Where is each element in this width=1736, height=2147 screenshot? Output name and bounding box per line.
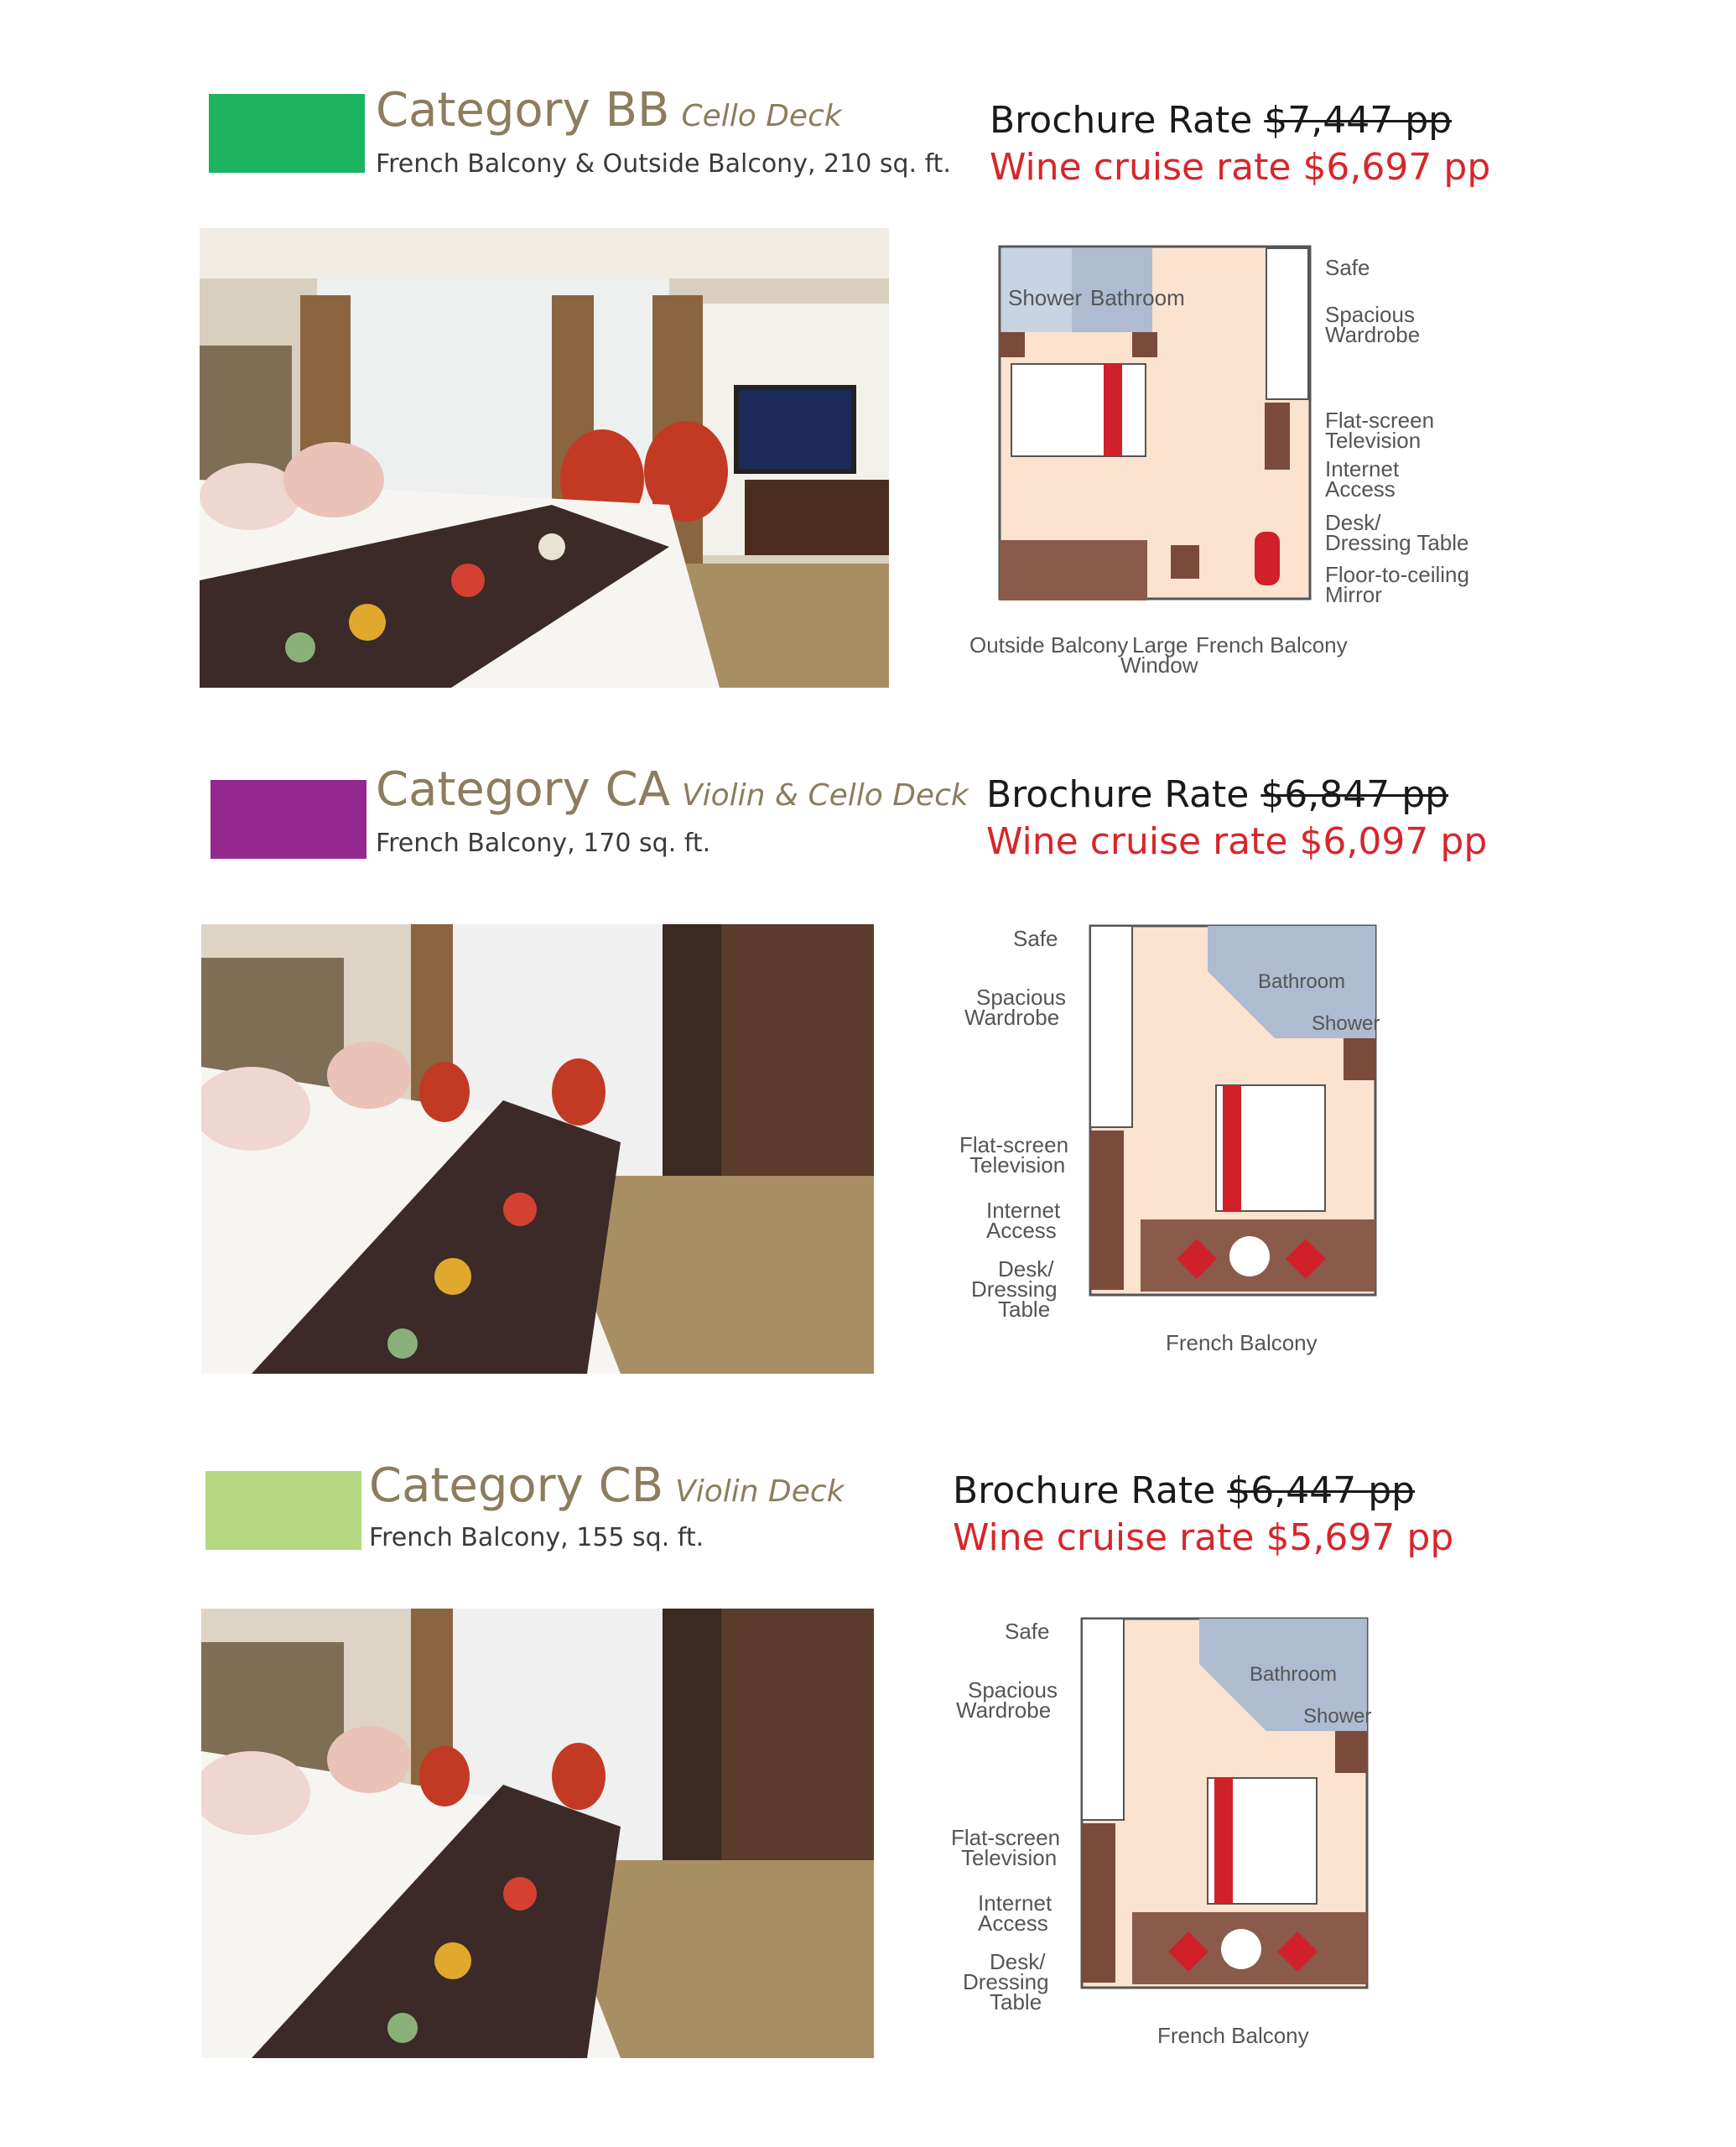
window-label-1: Large <box>1132 632 1188 658</box>
internet-label-1: Internet <box>978 1890 1053 1916</box>
wardrobe-label-1: Spacious <box>968 1677 1058 1703</box>
tv-label-1: Flat-screen <box>1325 408 1435 433</box>
wardrobe-label-2: Wardrobe <box>964 1005 1060 1030</box>
wardrobe-label-1: Spacious <box>976 985 1066 1010</box>
category-features: French Balcony, 155 sq. ft. <box>369 1523 704 1552</box>
desk-label-2: Dressing <box>963 1969 1049 1994</box>
deck-name: Violin Deck <box>675 1474 845 1509</box>
wine-cruise-rate: Wine cruise rate $6,097 pp <box>986 820 1488 863</box>
category-name: Category BB <box>376 83 670 138</box>
tv-label-2: Television <box>961 1845 1058 1870</box>
category-features: French Balcony & Outside Balcony, 210 sq. ft. <box>376 149 951 179</box>
tv-label-1: Flat-screen <box>951 1825 1061 1850</box>
wardrobe-label-2: Wardrobe <box>1325 322 1421 347</box>
internet-label-2: Access <box>978 1910 1048 1936</box>
brochure-price: $6,447 pp <box>1227 1469 1416 1512</box>
desk-label-1: Desk/ <box>998 1256 1054 1281</box>
safe-label: Safe <box>1005 1619 1050 1644</box>
deck-name: Cello Deck <box>681 99 842 133</box>
french-balcony-label: French Balcony <box>1157 2023 1309 2048</box>
safe-label: Safe <box>1325 255 1370 280</box>
brochure-rate <box>953 1469 1415 1512</box>
category-name: Category CA <box>376 762 671 817</box>
internet-label-2: Access <box>1325 476 1396 502</box>
tv-label-2: Television <box>969 1152 1066 1177</box>
window-label-2: Window <box>1120 652 1198 678</box>
french-balcony-label: French Balcony <box>1166 1330 1318 1355</box>
desk-label-1: Desk/ <box>990 1949 1046 1974</box>
desk-label-1: Desk/ <box>1325 510 1381 535</box>
safe-label: Safe <box>1013 926 1058 951</box>
category-color-swatch <box>205 1471 361 1550</box>
wine-cruise-rate: Wine cruise rate $6,697 pp <box>990 146 1491 189</box>
bathroom-label: Bathroom <box>1250 1663 1338 1686</box>
outside-balcony-label: Outside Balcony <box>969 632 1129 658</box>
bathroom-label: Bathroom <box>1090 285 1185 310</box>
desk-label-3: Table <box>998 1297 1051 1322</box>
brochure-label: Brochure Rate <box>953 1469 1216 1512</box>
floor-plan <box>948 1614 1384 2066</box>
internet-label-1: Internet <box>986 1198 1061 1223</box>
wardrobe-label-2: Wardrobe <box>956 1697 1052 1723</box>
category-title <box>369 1458 845 1513</box>
category-name: Category CB <box>369 1458 664 1513</box>
internet-label-1: Internet <box>1325 456 1400 481</box>
french-balcony-label: French Balcony <box>1196 632 1348 658</box>
mirror-label-2: Mirror <box>1325 582 1382 607</box>
wine-cruise-rate: Wine cruise rate $5,697 pp <box>953 1516 1454 1559</box>
mirror-label-1: Floor-to-ceiling <box>1325 562 1469 587</box>
bathroom-label: Bathroom <box>1258 970 1346 993</box>
brochure-label: Brochure Rate <box>986 773 1250 816</box>
tv-label-1: Flat-screen <box>959 1132 1069 1157</box>
desk-label-2: Dressing Table <box>1325 530 1469 555</box>
wardrobe-label-1: Spacious <box>1325 302 1415 327</box>
desk-label-2: Dressing <box>971 1276 1058 1302</box>
desk-label-3: Table <box>990 1989 1042 2014</box>
shower-label: Shower <box>1303 1705 1372 1728</box>
category-features: French Balcony, 170 sq. ft. <box>376 829 711 858</box>
brochure-price: $6,847 pp <box>1260 773 1449 816</box>
brochure-price: $7,447 pp <box>1264 99 1453 142</box>
shower-label: Shower <box>1312 1012 1380 1035</box>
brochure-label: Brochure Rate <box>990 99 1253 142</box>
tv-label-2: Television <box>1325 428 1422 453</box>
stateroom-photo <box>201 1609 874 2058</box>
deck-name: Violin & Cello Deck <box>682 778 969 813</box>
shower-label: Shower <box>1008 285 1083 310</box>
internet-label-2: Access <box>986 1218 1057 1243</box>
